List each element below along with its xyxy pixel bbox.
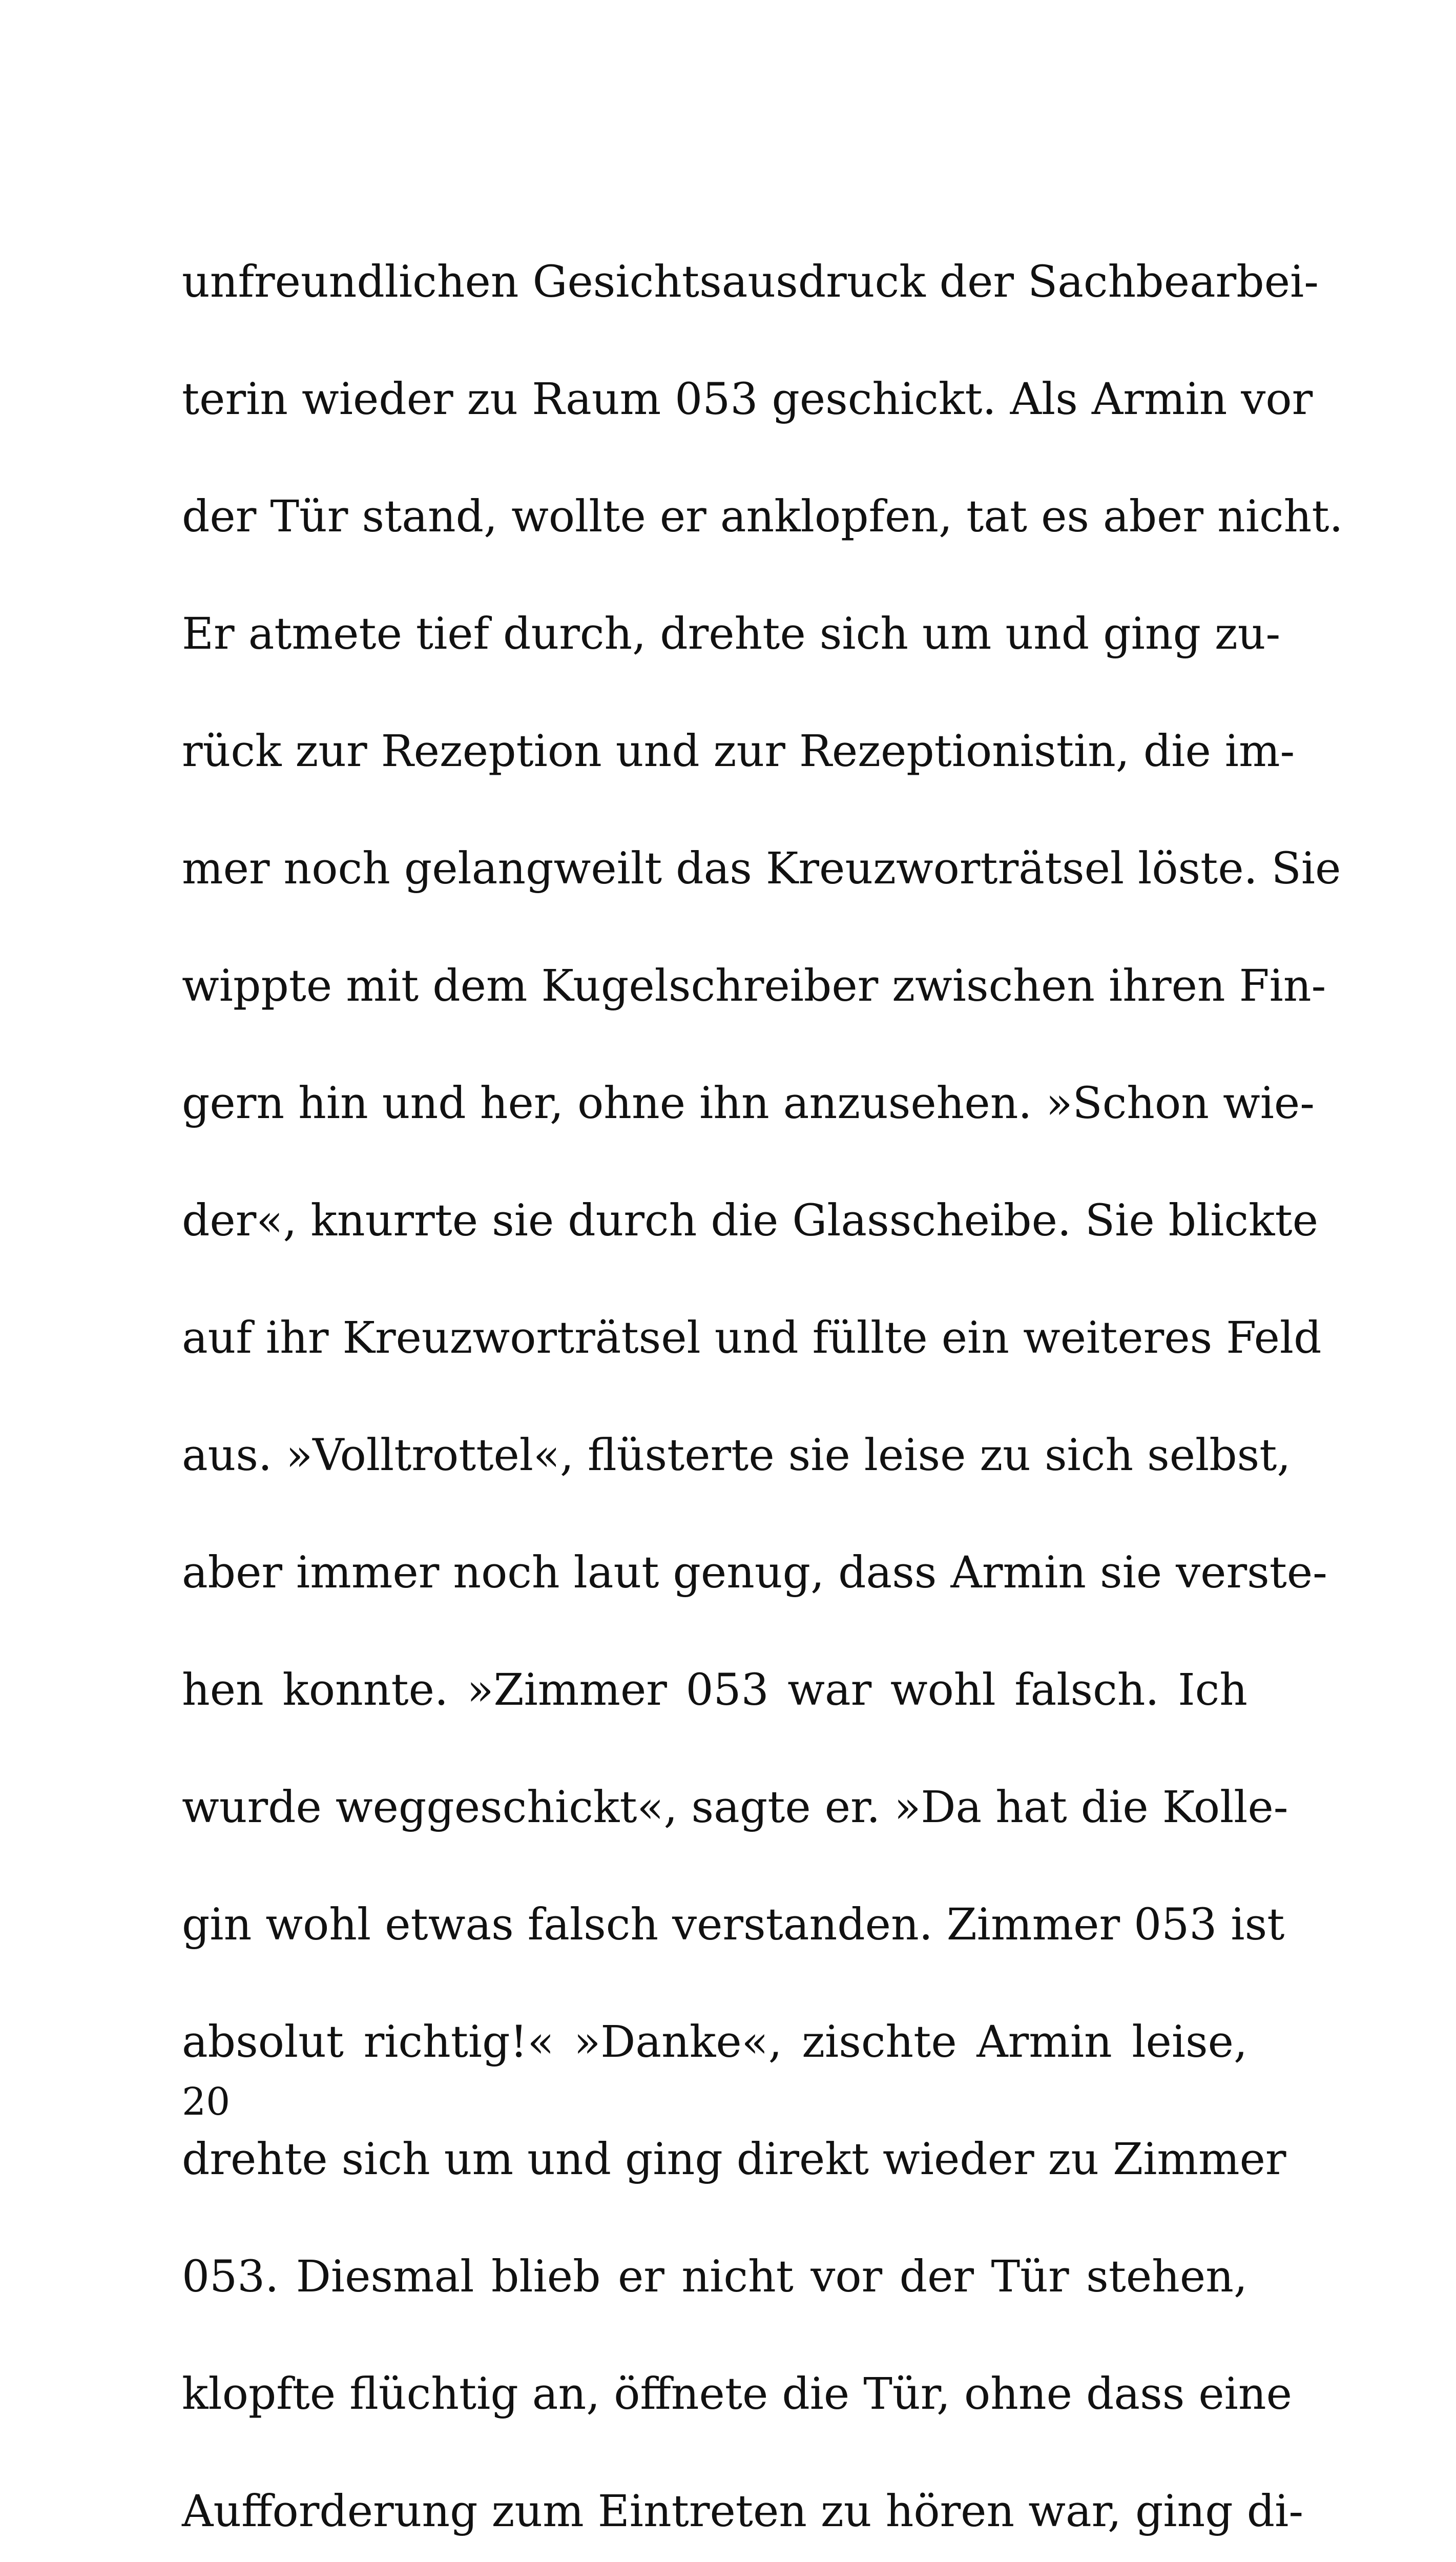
text-line: unfreundlichen Gesichtsausdruck der Sachbearbei-: [182, 257, 1319, 307]
text-line: aber immer noch laut genug, dass Armin sie verste-: [182, 1547, 1327, 1598]
body-text: [182, 223, 1343, 2562]
page-number: 20: [182, 2080, 231, 2124]
text-line: gern hin und her, ohne ihn anzusehen. »Schon wie-: [182, 1078, 1315, 1129]
text-line: Er atmete tief durch, drehte sich um und ging zu-: [182, 609, 1281, 659]
text-line: gin wohl etwas falsch verstanden. Zimmer 053 ist: [182, 1899, 1285, 1950]
text-line: hen konnte. »Zimmer 053 war wohl falsch. Ich: [182, 1665, 1247, 1716]
text-line: wurde weggeschickt«, sagte er. »Da hat die Kolle-: [182, 1782, 1288, 1833]
text-line: der Tür stand, wollte er anklopfen, tat es aber nicht.: [182, 491, 1343, 542]
text-line: rück zur Rezeption und zur Rezeptionistin, die im-: [182, 726, 1295, 777]
text-line: terin wieder zu Raum 053 geschickt. Als Armin vor: [182, 374, 1313, 425]
text-line: klopfte flüchtig an, öffnete die Tür, ohne dass eine: [182, 2369, 1292, 2420]
text-line: der«, knurrte sie durch die Glasscheibe. Sie blickte: [182, 1195, 1319, 1246]
text-line: Aufforderung zum Eintreten zu hören war, ging di-: [182, 2486, 1304, 2537]
text-line: wippte mit dem Kugelschreiber zwischen ihren Fin-: [182, 961, 1326, 1011]
text-line: 053. Diesmal blieb er nicht vor der Tür stehen,: [182, 2251, 1247, 2302]
text-line: absolut richtig!« »Danke«, zischte Armin leise,: [182, 2017, 1247, 2068]
text-line: auf ihr Kreuzworträtsel und füllte ein weiteres Feld: [182, 1313, 1322, 1363]
text-line: drehte sich um und ging direkt wieder zu Zimmer: [182, 2134, 1286, 2185]
text-line: aus. »Volltrottel«, flüsterte sie leise zu sich selbst,: [182, 1430, 1291, 1481]
text-line: mer noch gelangweilt das Kreuzworträtsel löste. Sie: [182, 843, 1341, 894]
